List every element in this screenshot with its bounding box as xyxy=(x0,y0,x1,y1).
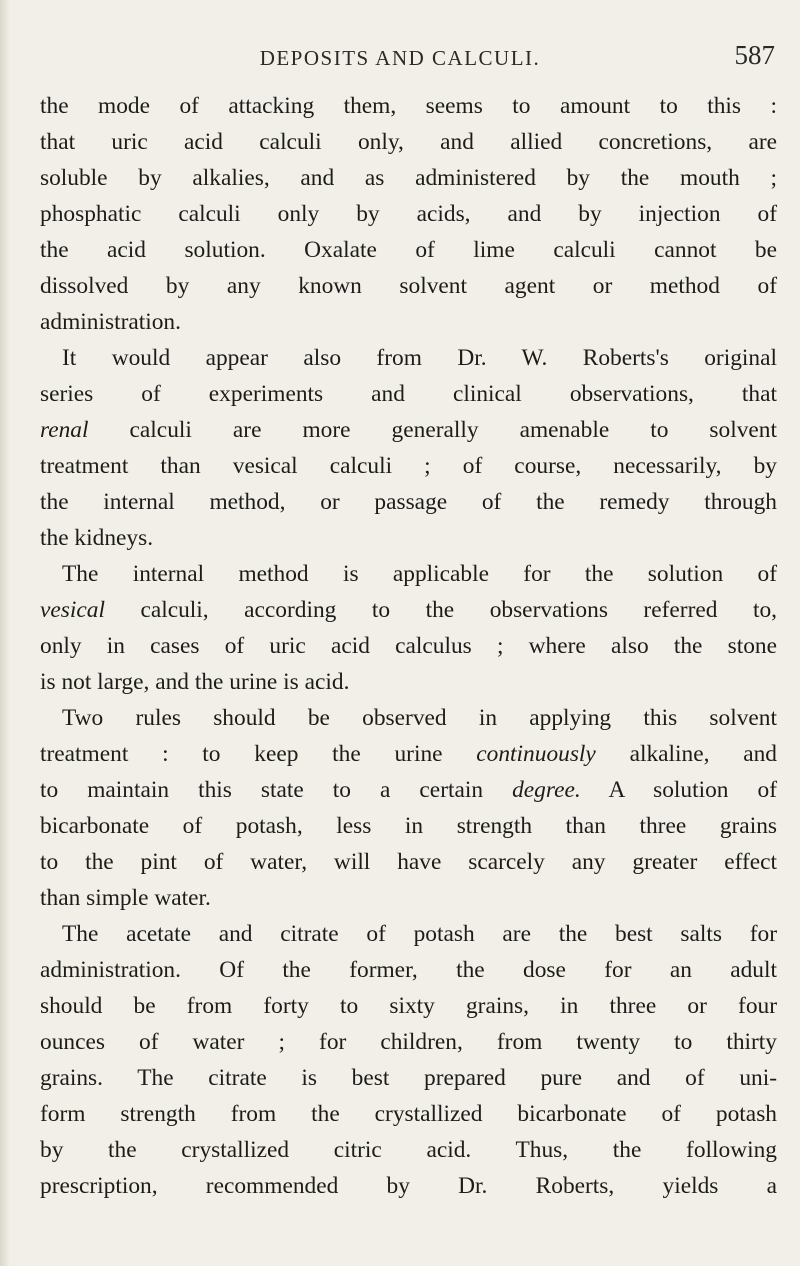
body-text xyxy=(40,88,777,1204)
text-line: that uric acid calculi only, and allied concretions, are xyxy=(40,129,777,155)
text-line xyxy=(40,736,777,772)
text-line xyxy=(40,592,777,628)
italic-continuously: continuously xyxy=(476,741,596,767)
text-line xyxy=(40,412,777,448)
text-line: the acid solution. Oxalate of lime calculi cannot be xyxy=(40,237,777,263)
line-end: A solution of xyxy=(608,777,777,803)
text-line: to the pint of water, will have scarcely any greater effect xyxy=(40,849,777,875)
text-line: should be from forty to sixty grains, in three or four xyxy=(40,993,777,1019)
line-start: to maintain this state to a certain xyxy=(40,777,484,803)
text-line: ounces of water ; for children, from twenty to thirty xyxy=(40,1029,777,1055)
text-line: prescription, recommended by Dr. Roberts, yields a xyxy=(40,1173,777,1199)
text-line: soluble by alkalies, and as administered by the mouth ; xyxy=(40,165,777,191)
text-line: The internal method is applicable for the solution of xyxy=(62,561,777,587)
text-line: bicarbonate of potash, less in strength than three grains xyxy=(40,813,777,839)
line-start: treatment : to keep the urine xyxy=(40,741,443,767)
italic-degree: degree. xyxy=(512,777,581,803)
running-head: DEPOSITS AND CALCULI. xyxy=(259,46,541,70)
text-line: by the crystallized citric acid. Thus, the following xyxy=(40,1137,777,1163)
page-number: 587 xyxy=(734,40,775,70)
text-line xyxy=(40,772,777,808)
text-line: only in cases of uric acid calculus ; where also the stone xyxy=(40,633,777,659)
text-line: administration. Of the former, the dose for an adult xyxy=(40,957,777,983)
text-line: form strength from the crystallized bicarbonate of potash xyxy=(40,1101,777,1127)
page-header xyxy=(0,40,800,80)
text-line: the mode of attacking them, seems to amount to this : xyxy=(40,93,777,119)
text-line: It would appear also from Dr. W. Roberts's original xyxy=(62,345,777,371)
page-binding-edge xyxy=(0,0,10,1266)
line-remainder: calculi are more generally amenable to solvent xyxy=(129,417,777,443)
line-remainder: calculi, according to the observations referred to, xyxy=(140,597,777,623)
text-line: series of experiments and clinical observations, that xyxy=(40,381,777,407)
italic-renal: renal xyxy=(40,417,89,443)
text-line: phosphatic calculi only by acids, and by injection of xyxy=(40,201,777,227)
text-line: is not large, and the urine is acid. xyxy=(40,669,350,695)
italic-vesical: vesical xyxy=(40,597,105,623)
line-end: alkaline, and xyxy=(629,741,777,767)
text-line: The acetate and citrate of potash are the best salts for xyxy=(62,921,777,947)
text-line: Two rules should be observed in applying this solvent xyxy=(62,705,777,731)
text-line: grains. The citrate is best prepared pure and of uni- xyxy=(40,1065,777,1091)
text-line: treatment than vesical calculi ; of course, necessarily, by xyxy=(40,453,777,479)
text-line: than simple water. xyxy=(40,885,211,911)
text-line: dissolved by any known solvent agent or method of xyxy=(40,273,777,299)
text-line: the kidneys. xyxy=(40,525,154,551)
text-line: the internal method, or passage of the remedy through xyxy=(40,489,777,515)
text-line: administration. xyxy=(40,309,181,335)
